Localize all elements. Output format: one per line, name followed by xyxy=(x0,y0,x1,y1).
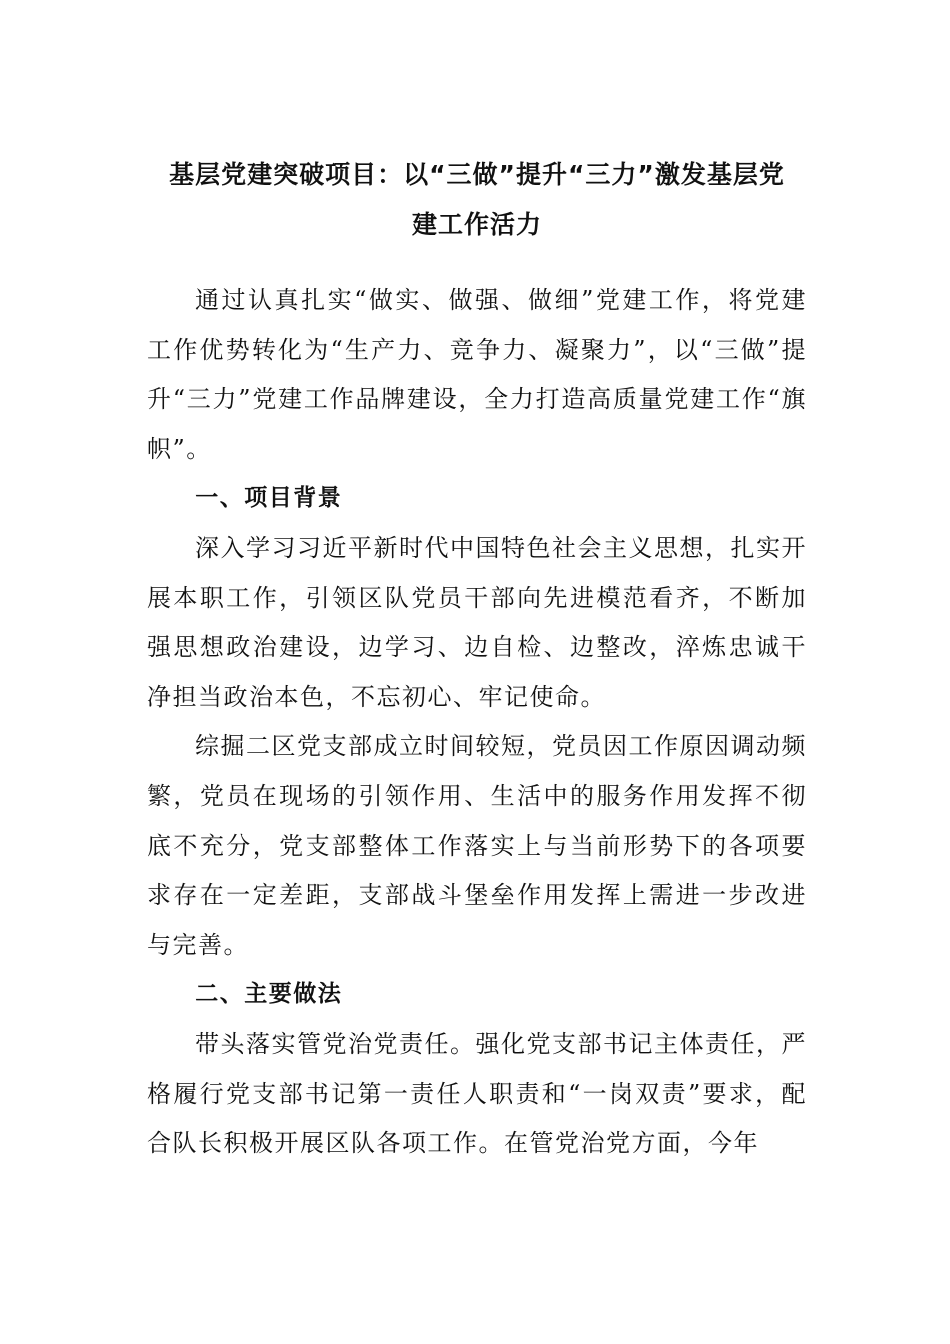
section-heading: 二、主要做法 xyxy=(195,981,343,1008)
document-title-line-1: 基层党建突破项目：以“三做”提升“三力”激发基层党 xyxy=(169,160,785,189)
intro-block xyxy=(147,276,807,474)
body-paragraph: 深入学习习近平新时代中国特色社会主义思想，扎实开展本职工作，引领区队党员干部向先进模范看齐，不断加强思想政治建设，边学习、边自检、边整改，淬炼忠诚干净担当政治本色，不忘初心、牢记使命。 xyxy=(147,533,807,711)
section-main-practices xyxy=(147,970,807,1168)
section-heading: 一、项目背景 xyxy=(195,485,343,512)
body-paragraph: 综掘二区党支部成立时间较短，党员因工作原因调动频繁，党员在现场的引领作用、生活中的服务作用发挥不彻底不充分，党支部整体工作落实上与当前形势下的各项要求存在一定差距，支部战斗堡垒作用发挥上需进一步改进与完善。 xyxy=(147,732,807,959)
intro-paragraph: 通过认真扎实“做实、做强、做细”党建工作，将党建工作优势转化为“生产力、竞争力、凝聚力”，以“三做”提升“三力”党建工作品牌建设，全力打造高质量党建工作“旗帜”。 xyxy=(147,286,807,463)
body-paragraph: 带头落实管党治党责任。强化党支部书记主体责任，严格履行党支部书记第一责任人职责和“一岗双责”要求，配合队长积极开展区队各项工作。在管党治党方面，今年 xyxy=(147,1029,807,1158)
section-project-background xyxy=(147,474,807,970)
document-body xyxy=(147,150,807,1169)
document-title xyxy=(147,150,807,250)
document-title-line-2: 建工作活力 xyxy=(411,210,542,239)
